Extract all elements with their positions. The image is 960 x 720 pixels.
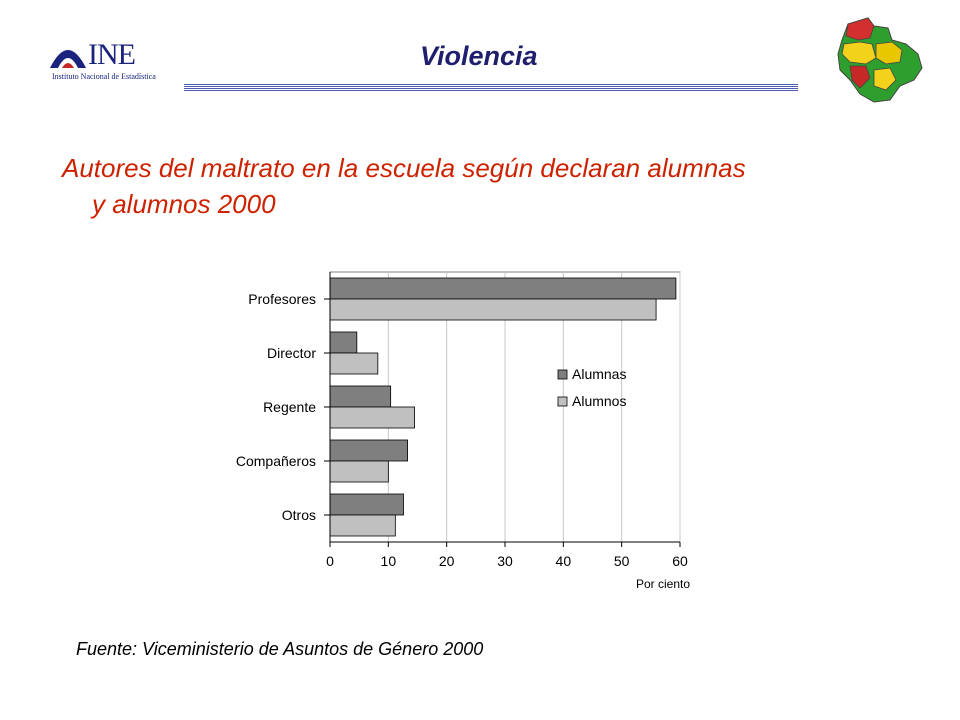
bar-alumnos xyxy=(330,515,395,536)
x-tick-label: 50 xyxy=(613,553,630,569)
ine-logo-mark-icon xyxy=(48,38,88,72)
category-label: Director xyxy=(266,345,316,361)
legend-swatch-alumnos xyxy=(558,397,567,406)
x-tick-label: 30 xyxy=(497,553,513,569)
x-tick-label: 20 xyxy=(438,553,455,569)
x-axis-title: Por ciento xyxy=(635,577,690,591)
legend-label-alumnos: Alumnos xyxy=(572,393,627,409)
bar-chart xyxy=(200,262,700,602)
bar-alumnos xyxy=(330,407,415,428)
x-tick-label: 40 xyxy=(555,553,572,569)
x-tick-label: 60 xyxy=(672,553,688,569)
bar-alumnas xyxy=(330,494,404,515)
x-tick-label: 0 xyxy=(326,553,334,569)
category-label: Regente xyxy=(263,399,316,415)
legend-swatch-alumnas xyxy=(558,370,567,379)
category-label: Compañeros xyxy=(235,453,316,469)
page-title: Violencia xyxy=(420,41,538,71)
bar-alumnas xyxy=(330,278,676,299)
bar-alumnas xyxy=(330,440,408,461)
logo-subtext: Instituto Nacional de Estadística xyxy=(52,72,156,81)
category-label: Profesores xyxy=(248,291,316,307)
bar-alumnos xyxy=(330,461,388,482)
bar-alumnas xyxy=(330,386,391,407)
bar-alumnos xyxy=(330,299,656,320)
chart-subtitle xyxy=(62,150,942,222)
subtitle-line-1: Autores del maltrato en la escuela según declaran alumnas xyxy=(62,153,746,183)
subtitle-line-2: y alumnos 2000 xyxy=(92,189,276,219)
x-tick-label: 10 xyxy=(380,553,397,569)
legend-label-alumnas: Alumnas xyxy=(572,366,627,382)
ine-logo xyxy=(48,38,168,88)
logo-text: INE xyxy=(88,38,135,71)
category-label: Otros xyxy=(281,507,316,523)
bar-alumnos xyxy=(330,353,378,374)
bolivia-map-icon xyxy=(830,14,930,106)
source-note: Fuente: Viceministerio de Asuntos de Género 2000 xyxy=(76,639,484,659)
header-rule xyxy=(184,84,798,92)
bar-alumnas xyxy=(330,332,357,353)
